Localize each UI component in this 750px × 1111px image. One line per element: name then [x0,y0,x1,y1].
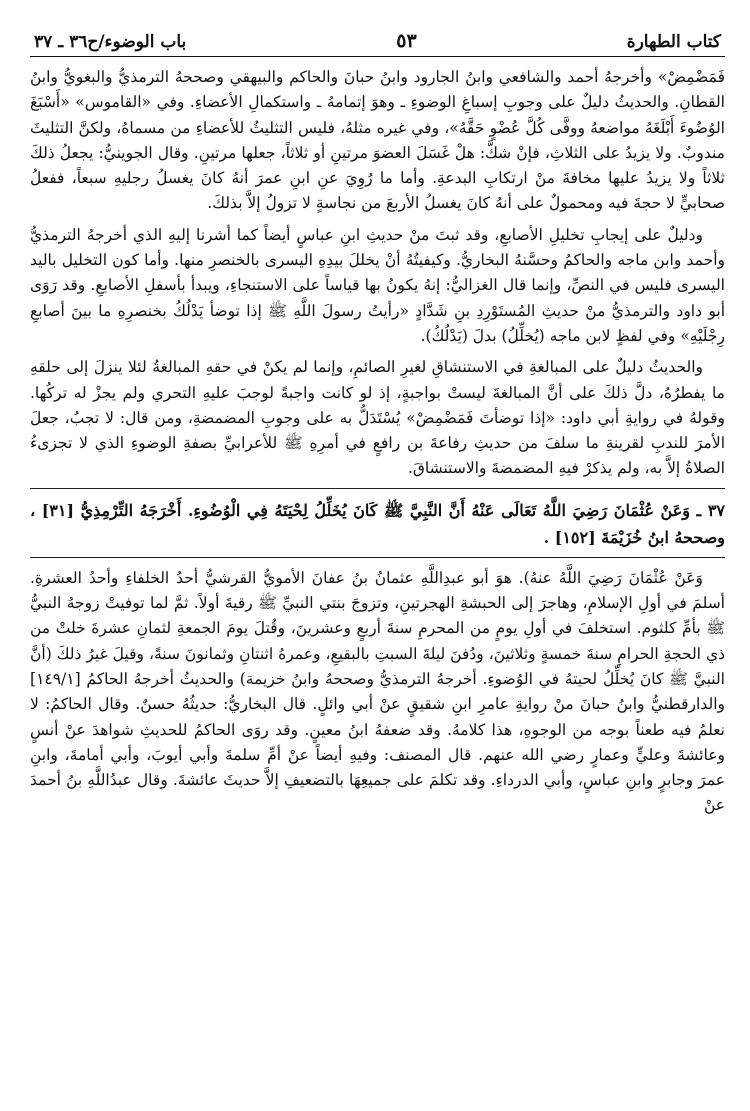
header-book-title: كتاب الطهارة [626,32,721,52]
commentary-paragraph-1: فَمَضْمِضْ» وأخرجهُ أحمد والشافعي وابنُ الجارود وابنُ حبانَ والحاكم والبيهقي وصححهُ الترمذيُّ والبغويُّ وابنُ القطانِ. والحديثُ دليلٌ على وجوبِ إسباغِ الوضوءِ ـ وهوَ إتمامهُ ـ واستكمالِ الأعضاءِ. وفي «القاموس» «أَسْبَغَ الوُضُوءَ أَبْلَغَهُ مواضعهُ ووفَّى كُلَّ عُضْوٍ حَقَّهُ»، وفي غيره مثلهُ، فليس التثليثُ للأعضاءِ من مسماهُ، ولكنَّ التثليثَ مندوبٌ. ولا يزيدُ على الثلاثِ، فإنْ شكَّ: هلْ غَسَلَ العضوَ مرتينِ أو ثلاثاً، جعلها مرتينِ. وقال الجوينيُّ: يجعلُ ذلكَ ثلاثاً ولا يزيدُ عليها مخافةَ منْ ارتكابِ البدعةِ. وأما ما رُوِيَ عنِ ابنِ عمرَ أنهُ كانَ يغسلُ رجليهِ سبعاً، ففعلُ صحابيٍّ لا حجةَ فيه ومحمولٌ على أنهُ كانَ يغسلُ الأربعَ من نجاسةٍ لا تزولُ إلاَّ بذلكَ. [30,68,725,213]
hadith-number: ٣٧ [707,500,725,520]
hadith-commentary: وَعَنْ عُثْمَانَ رَضِيَ اللَّهُ عنهُ). هوَ أبو عبدِاللَّهِ عثمانُ بنُ عفانَ الأمويُّ القرشيُّ أحدُ الخلفاءِ وأحدُ العشرةِ. أسلمَ في أولِ الإسلامِ، وهاجرَ إلى الحبشةِ الهجرتينِ، وتزوجَ بنتي النبيِّ ﷺ رقيةَ أولاً. ثمَّ لما توفيتْ زوجهُ النبيُّ ﷺ بأمِّ كلثوم. استخلفَ في أولِ يومٍ من المحرمِ سنةَ أربعٍ وعشرينَ، وقُتلَ يومَ الجمعةِ لثمانِ عشرةَ خلتْ من ذي الحجةِ الحرامِ سنةَ خمسةٍ وثلاثينَ، ودُفنَ ليلةَ السبتِ بالبقيعِ، وعمرهُ اثنتانِ وثمانونَ سنةً، وقيلَ غيرُ ذلكَ (أنَّ النبيَّ ﷺ كانَ يُخلِّلُ لحيتهُ في الوُضوءِ. أخرجهُ الترمذيُّ وصححهُ وابنُ خزيمة) والحديثُ أخرجهُ الحاكمُ [١٤٩/١] والدارقطنيُّ وابنُ حبانَ منْ روايةِ عامرِ ابنِ شقيقٍ عنْ أبي وائلٍ. قال البخاريُّ: حديثُهُ حسنٌ. وقال الحاكمُ: لا نعلمُ فيه طعناً بوجه من الوجوهِ، هذا كلامهُ. وقد ضعفهُ ابنُ معينٍ. وقد روَى الحاكمُ للحديثِ شواهدَ عنْ أنسٍ وعائشةَ وعليٍّ وعمارٍ رضي الله عنهم. قال المصنف: وفيهِ أيضاً عنْ أمِّ سلمةَ وأبي أيوبَ، وأبي أمامةَ، وابنِ عمرَ وجابرٍ وابنِ عباسٍ، وأبي الدرداءِ. وقد تكلمَ على جميعِهَا بالتضعيفِ إلاَّ حديثَ عائشةَ. وقال عبدُاللَّهِ بنُ أحمدَ عنْ [30,568,725,815]
page-number: ٥٣ [396,30,417,52]
book-page [30,30,725,1090]
hadith-body: ـ وَعَنْ عُثْمَانَ رَضِيَ اللَّهُ تَعَالَى عَنْهُ أَنَّ النَّبِيَّ ﷺ كَانَ يُخَلِّلُ لِحْيَتَهُ فِي الْوُضُوءِ. أَخْرَجَهُ التِّرْمِذِيُّ [٣١] ، وصححهُ ابنُ خُزَيْمَةَ [١٥٢] . [30,500,725,547]
header-chapter: باب الوضوء/ح٣٦ ـ ٣٧ [34,32,187,52]
commentary-paragraph-3: والحديثُ دليلٌ على المبالغةِ في الاستنشاقِ لغيرِ الصائمِ، وإنما لم يكنْ في حقهِ المبالغةُ لئلا ينزلَ إلى حلقهِ ما يفطرُهُ، دلَّ ذلكَ على أنَّ المبالغةَ ليستْ بواجبةٍ، إذ لو كانت واجبةً لوجبَ عليهِ التحري ولم يجزْ له تركُها. وقولهُ في روايةِ أبي داود: «إذا توضأتَ فَمَضْمِضْ» يُسْتَدَلُّ به على وجوبِ المضمضةِ، ومن قال: لا تجبُ، جعلَ الأمرَ للندبِ لقرينةِ ما سلفَ من حديثِ رفاعةَ بن رافعٍ في أمرِهِ ﷺ للأعرابيِّ بصفةِ الوضوءِ الذي لا تجزىءُ الصلاةُ إلاَّ به، ولم يذكرْ فيهِ المضمضةَ والاستنشاقَ. [30,358,725,478]
commentary-paragraph-2: ودليلٌ على إيجابِ تخليلِ الأصابعِ، وقد ثبتَ منْ حديثِ ابنِ عباسٍ أيضاً كما أشرنا إليهِ الذي أخرجهُ الترمذيُّ وأحمد وابن ماجه والحاكمُ وحسَّنهُ البخاريُّ. وكيفيتُهُ أنْ يخللَ بيدِهِ اليسرى بالخنصرِ منها. وأما كون التخليل باليد اليسرى فليس في النصِّ، وإنما قال الغزاليُّ: إنهُ يكونُ بها قياساً على الاستنجاءِ، ويبدأ بأسفلِ الأصابعِ. وقد رَوَى أبو داود والترمذيُّ منْ حديثِ المُستَوْرِدِ بنِ شَدَّادٍ «رأيتُ رسولَ اللَّهِ ﷺ إذا توضأ يَدْلُكُ بخنصرِهِ ما بينَ أصابعِ رِجْلَيْهِ» وفي لفظٍ لابن ماجه (يُخلِّلُ) بدلَ (يَدْلُكُ). [30,225,725,345]
section-divider [30,488,725,489]
hadith-text [30,497,725,551]
section-divider-2 [30,557,725,558]
page-body [30,65,725,819]
running-header [30,30,725,57]
